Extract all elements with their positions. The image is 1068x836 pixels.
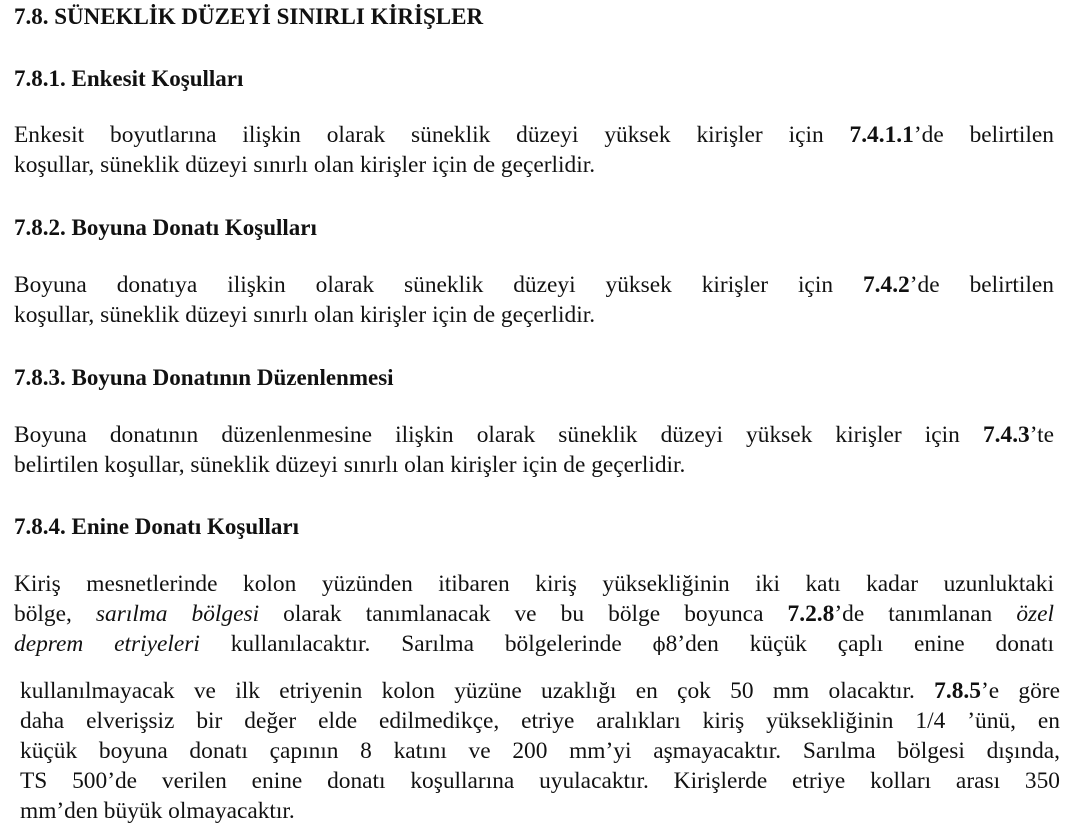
reference-7-4-1-1: 7.4.1.1 xyxy=(849,122,914,148)
paragraph-7-8-2 xyxy=(14,270,1054,330)
term-deprem-etriyeleri: deprem etriyeleri xyxy=(14,631,200,657)
paragraph-7-8-3 xyxy=(14,420,1054,480)
text: bölge, xyxy=(14,601,96,627)
paragraph-line: mm’den büyük olmayacaktır. xyxy=(20,798,295,824)
heading-7-8-4: 7.8.4. Enine Donatı Koşulları xyxy=(14,514,299,539)
paragraph-line: koşullar, süneklik düzeyi sınırlı olan kirişler için de geçerlidir. xyxy=(14,302,596,328)
phi-symbol: ϕ xyxy=(652,634,666,656)
term-sarilma-bolgesi: sarılma bölgesi xyxy=(95,601,260,627)
paragraph-line xyxy=(14,599,1054,629)
paragraph-line xyxy=(20,676,1060,706)
text: olarak tanımlanacak ve bu bölge boyunca xyxy=(259,601,788,627)
heading-7-8-1: 7.8.1. Enkesit Koşulları xyxy=(14,66,244,91)
section-heading: 7.8. SÜNEKLİK DÜZEYİ SINIRLI KİRİŞLER xyxy=(14,4,484,29)
paragraph-line: belirtilen koşullar, süneklik düzeyi sınırlı olan kirişler için de geçerlidir. xyxy=(14,452,686,478)
heading-7-8-3: 7.8.3. Boyuna Donatının Düzenlenmesi xyxy=(14,365,394,390)
paragraph-line xyxy=(14,120,1054,150)
paragraph-line: TS 500’de verilen enine donatı koşullarına uyulacaktır. Kirişlerde etriye kolları arası 350 xyxy=(20,768,1060,794)
paragraph-line xyxy=(14,629,1054,660)
paragraph-line: daha elverişsiz bir değer elde edilmedikçe, etriye aralıkları kiriş yüksekliğinin 1/4 ’ünü, en xyxy=(20,708,1060,734)
paragraph-7-8-4-part2 xyxy=(20,676,1060,826)
paragraph-7-8-4-part1 xyxy=(14,569,1054,660)
text: Boyuna donatının düzenlenmesine ilişkin olarak süneklik düzeyi yüksek kirişler için xyxy=(14,422,983,448)
reference-7-2-8: 7.2.8 xyxy=(787,601,835,627)
reference-7-4-2: 7.4.2 xyxy=(862,272,910,298)
term-ozel: özel xyxy=(1016,601,1054,627)
paragraph-line: koşullar, süneklik düzeyi sınırlı olan kirişler için de geçerlidir. xyxy=(14,152,596,178)
text: ’e göre xyxy=(980,678,1060,704)
reference-7-8-5: 7.8.5 xyxy=(934,678,981,704)
text: 8’den küçük çaplı enine donatı xyxy=(665,631,1054,657)
paragraph-line xyxy=(14,420,1054,450)
paragraph-line xyxy=(14,270,1054,300)
text: kullanılacaktır. Sarılma bölgelerinde xyxy=(199,631,653,657)
text: kullanılmayacak ve ilk etriyenin kolon yüzüne uzaklığı en çok 50 mm olacaktır. xyxy=(20,678,935,704)
text: ’te xyxy=(1029,422,1054,448)
reference-7-4-3: 7.4.3 xyxy=(982,422,1030,448)
text: ’de belirtilen xyxy=(909,272,1054,298)
paragraph-7-8-1 xyxy=(14,120,1054,180)
heading-7-8-2: 7.8.2. Boyuna Donatı Koşulları xyxy=(14,215,317,240)
text: ’de tanımlanan xyxy=(834,601,1017,627)
paragraph-line: Kiriş mesnetlerinde kolon yüzünden itibaren kiriş yüksekliğinin iki katı kadar uzunluktaki xyxy=(14,571,1054,597)
text: Enkesit boyutlarına ilişkin olarak süneklik düzeyi yüksek kirişler için xyxy=(14,122,850,148)
text: Boyuna donatıya ilişkin olarak süneklik düzeyi yüksek kirişler için xyxy=(14,272,863,298)
paragraph-line: küçük boyuna donatı çapının 8 katını ve 200 mm’yi aşmayacaktır. Sarılma bölgesi dışında, xyxy=(20,738,1060,764)
text: ’de belirtilen xyxy=(913,122,1054,148)
